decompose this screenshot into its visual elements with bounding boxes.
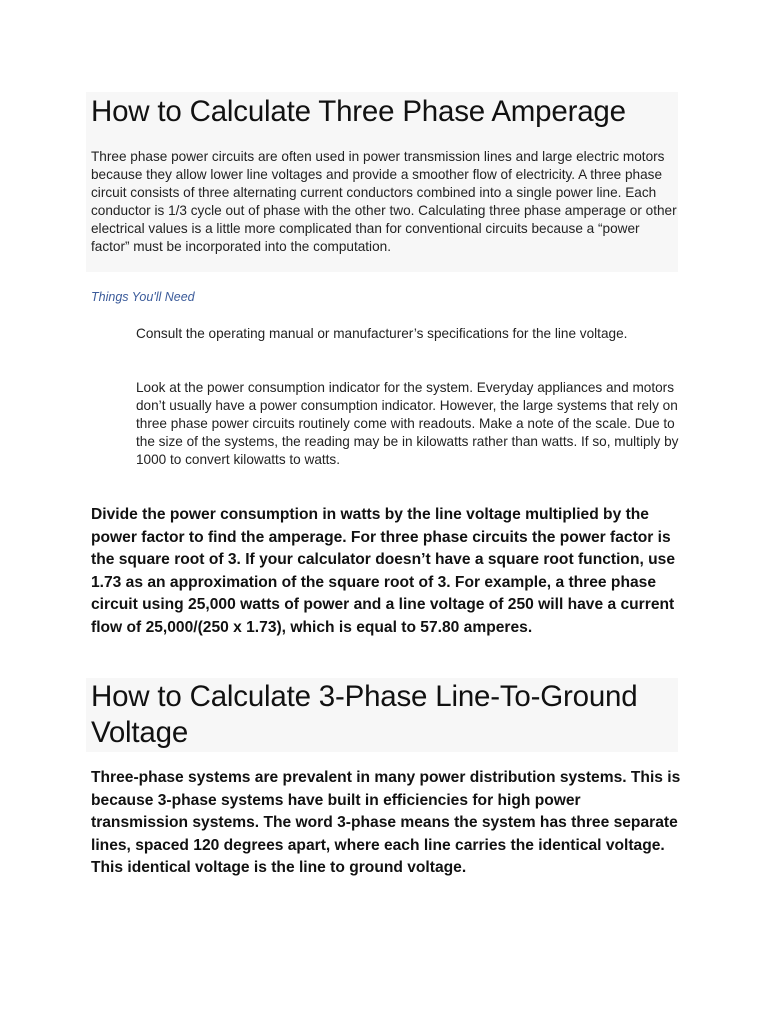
section2-title-line2: Voltage: [91, 716, 189, 749]
section2-intro: Three-phase systems are prevalent in many power distribution systems. This is because 3-phase systems have built in efficiencies for high power transmission systems. The word 3-phase means the system has three separate lines, spaced 120 degrees apart, where each line carries the identical voltage. This identical voltage is the line to ground voltage.: [91, 769, 681, 877]
section2-title-line1: How to Calculate 3-Phase Line-To-Ground: [91, 680, 638, 713]
step-1: Consult the operating manual or manufacturer’s specifications for the line voltage.: [136, 326, 628, 341]
things-you-need-label: Things You'll Need: [91, 290, 195, 304]
section1-title: How to Calculate Three Phase Amperage: [91, 95, 626, 128]
step-3-bold: Divide the power consumption in watts by the line voltage multiplied by the power factor to find the amperage. For three phase circuits the power factor is the square root of 3. If your calculator doesn’t have a square root function, use 1.73 as an approximation of the square root of 3. For example, a three phase circuit using 25,000 watts of power and a line voltage of 250 will have a current flow of 25,000/(250 x 1.73), which is equal to 57.80 amperes.: [91, 506, 676, 636]
section1-intro: Three phase power circuits are often used in power transmission lines and large electric motors because they allow lower line voltages and provide a smoother flow of electricity. A three phase circuit consists of three alternating current conductors combined into a single power line. Each conductor is 1/3 cycle out of phase with the other two. Calculating three phase amperage or other electrical values is a little more complicated than for conventional circuits because a “power factor” must be incorporated into the computation.: [91, 149, 677, 254]
step-2: Look at the power consumption indicator for the system. Everyday appliances and motors don’t usually have a power consumption indicator. However, the large systems that rely on three phase power circuits routinely come with readouts. Make a note of the scale. Due to the size of the systems, the reading may be in kilowatts rather than watts. If so, multiply by 1000 to convert kilowatts to watts.: [136, 380, 679, 467]
section2-title: [91, 679, 637, 751]
